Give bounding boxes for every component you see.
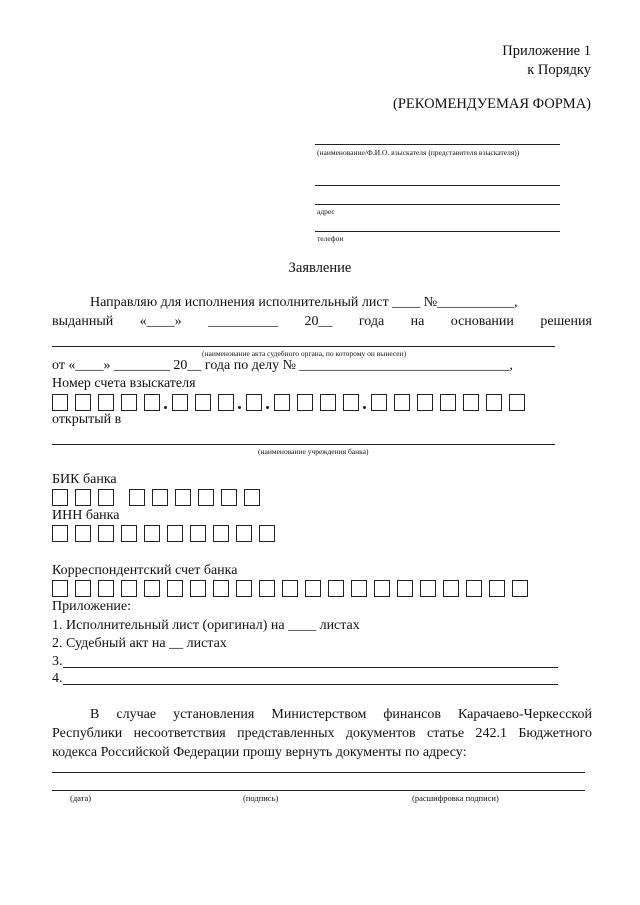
attachment-4-line[interactable] [63,684,558,685]
attachment-1: 1. Исполнительный лист (оригинал) на ____ листах [52,618,360,633]
bank-name-caption: (наименование учреждения банка) [258,447,369,456]
court-act-caption: (наименование акта судебного органа, по которому он вынесен) [202,349,407,358]
phone-line[interactable] [315,231,560,232]
opened-in-label: открытый в [52,412,122,427]
account-label: Номер счета взыскателя [52,376,196,391]
closing-paragraph: В случае установления Министерством финансов Карачаево-Черкесской Республики несоответствия представленных документов статье 242.1 Бюджетного кодекса Российской Федерации прошу вернуть документы по адресу: [52,707,592,760]
signature-line[interactable] [52,790,585,791]
corr-account-label: Корреспондентский счет банка [52,563,238,578]
phone-caption: телефон [317,234,344,243]
bik-boxes[interactable] [52,489,267,506]
form-type-label: (РЕКОМЕНДУЕМАЯ ФОРМА) [393,96,591,112]
issued-month: __________ [208,314,279,329]
case-line: от «____» ________ 20__ года по делу № ______________________________, [52,358,513,373]
document-title: Заявление [288,260,352,276]
bik-label: БИК банка [52,472,117,487]
inn-boxes[interactable] [52,525,282,542]
corr-account-boxes[interactable] [52,580,535,597]
order-reference: к Порядку [527,62,591,78]
claimant-name-caption: (наименование/Ф.И.О. взыскателя (представителя взыскателя)) [317,148,520,157]
attachment-2: 2. Судебный акт на __ листах [52,636,227,651]
claimant-name-line[interactable] [315,144,560,145]
account-number-boxes[interactable] [52,394,532,411]
inn-label: ИНН банка [52,508,120,523]
signature-caption: (подпись) [243,793,279,803]
bank-name-line[interactable] [52,444,555,445]
address-caption: адрес [317,207,335,216]
issued-line: выданный «____» __________ 20__ года на основании решения [52,314,592,329]
address-line[interactable] [315,204,560,205]
attachment-4: 4. [52,671,63,686]
issued-year: 20__ [304,314,333,329]
name-decoding-caption: (расшифровка подписи) [412,793,499,803]
intro-line: Направляю для исполнения исполнительный лист ____ №___________, [90,295,518,310]
attachment-3-line[interactable] [63,667,558,668]
court-act-line[interactable] [52,346,555,347]
attachment-3: 3. [52,654,63,669]
claimant-name-line-2[interactable] [315,185,560,186]
issued-day: «____» [139,314,182,329]
date-caption: (дата) [70,793,92,803]
appendix-label: Приложение 1 [502,43,591,59]
attachments-title: Приложение: [52,599,132,614]
return-address-line[interactable] [52,772,585,773]
issued-word: выданный [52,314,114,329]
